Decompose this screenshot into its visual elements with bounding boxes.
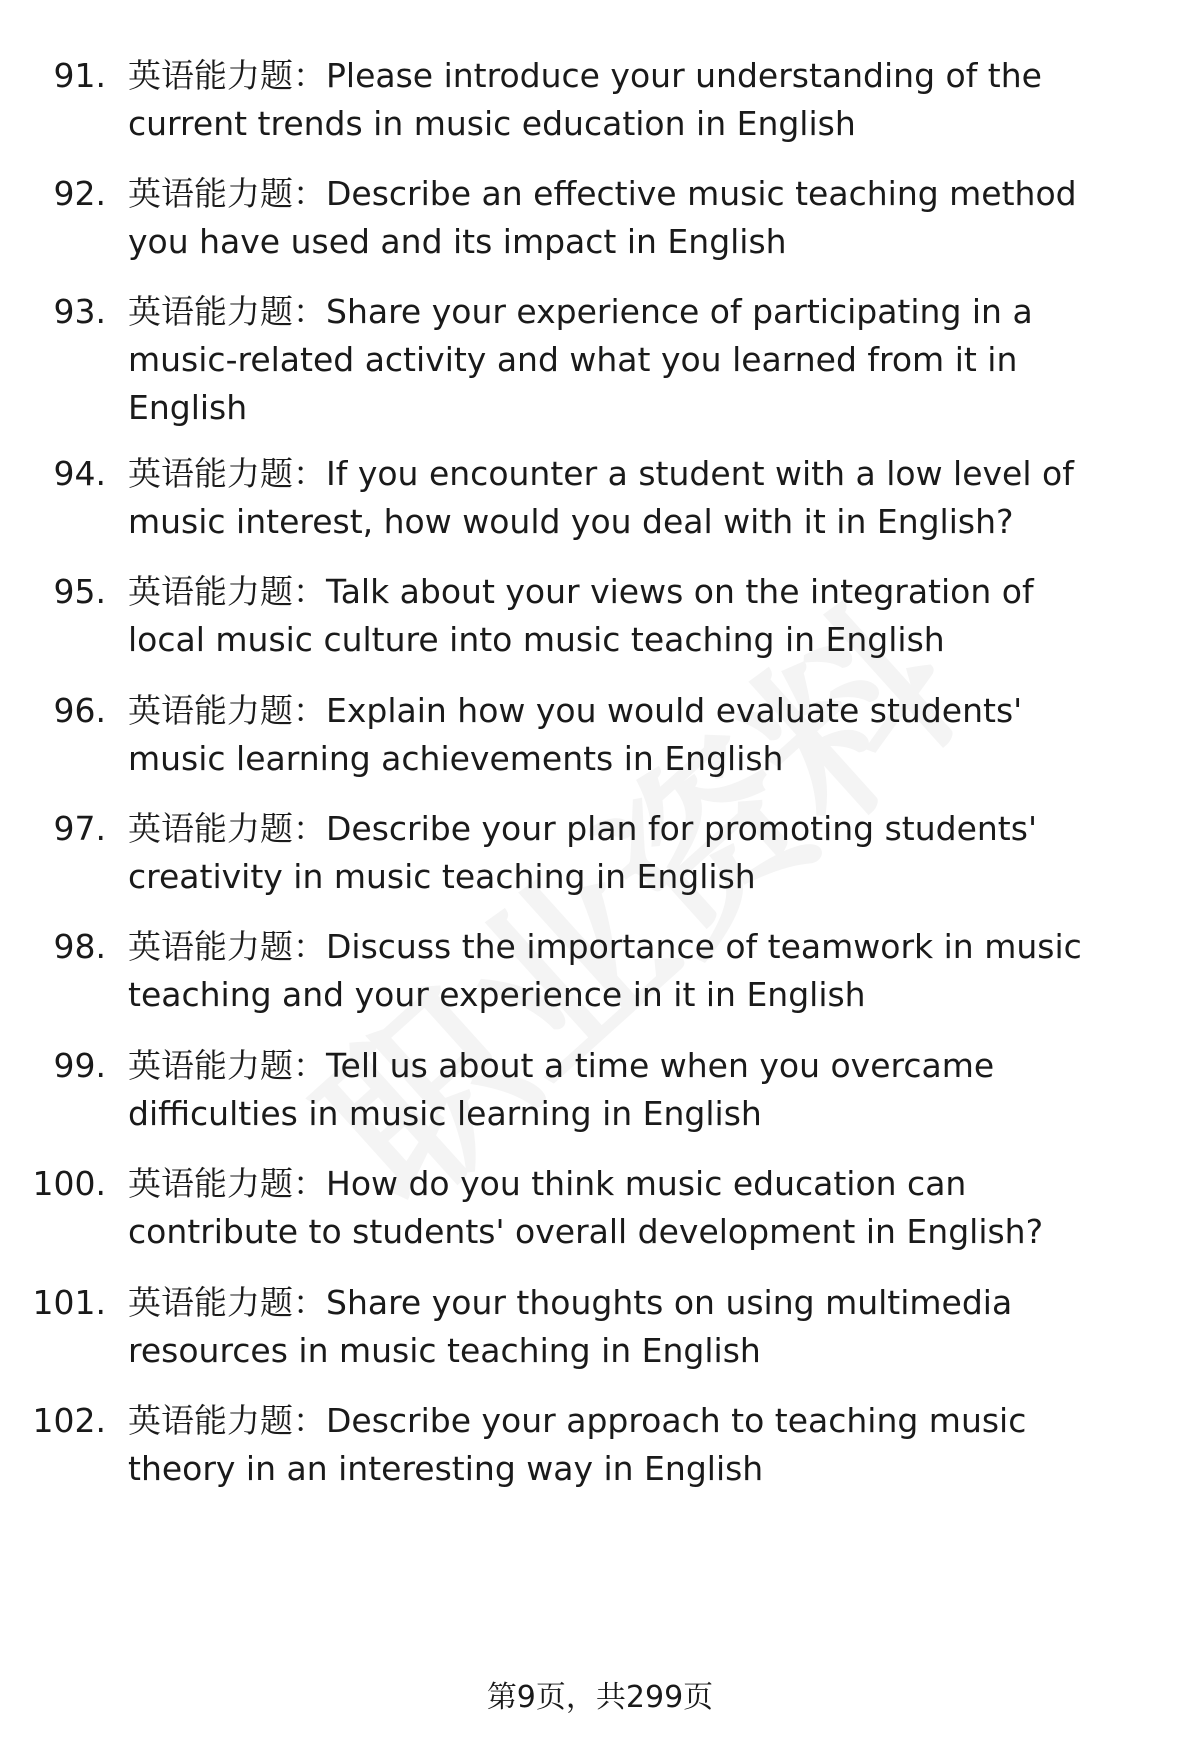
question-number: 92. [53,174,106,213]
question-text: 英语能力题：Share your thoughts on using multimedia resources in music teaching in English [128,1283,1013,1370]
question-text: 英语能力题：Share your experience of participating in a music-related activity and what you learned from it in English [128,292,1033,427]
page-footer: 第9页，共299页 [486,1680,714,1715]
question-text: 英语能力题：Describe your plan for promoting students' creativity in music teaching in English [128,809,1038,896]
question-number: 96. [53,691,106,730]
question-number: 98. [53,927,106,966]
question-number: 93. [53,292,106,331]
question-number: 91. [53,56,106,95]
question-text: 英语能力题：Talk about your views on the integration of local music culture into music teaching in English [128,572,1034,659]
question-text: 英语能力题：Describe your approach to teaching music theory in an interesting way in English [128,1401,1027,1488]
question-number: 101. [32,1283,106,1322]
question-number: 97. [53,809,106,848]
question-number: 99. [53,1046,106,1085]
question-number: 95. [53,572,106,611]
question-number: 94. [53,454,106,493]
question-text: 英语能力题：If you encounter a student with a low level of music interest, how would you deal with it in English? [128,454,1074,541]
question-text: 英语能力题：Tell us about a time when you overcame difficulties in music learning in English [128,1046,995,1133]
question-number: 100. [32,1164,106,1203]
question-text: 英语能力题：How do you think music education can contribute to students' overall development in English? [128,1164,1044,1251]
question-text: 英语能力题：Please introduce your understanding of the current trends in music education in English [128,56,1042,143]
question-number: 102. [32,1401,106,1440]
question-text: 英语能力题：Discuss the importance of teamwork in music teaching and your experience in it in English [128,927,1082,1014]
question-text: 英语能力题：Describe an effective music teaching method you have used and its impact in English [128,174,1077,261]
question-text: 英语能力题：Explain how you would evaluate students' music learning achievements in English [128,691,1023,778]
